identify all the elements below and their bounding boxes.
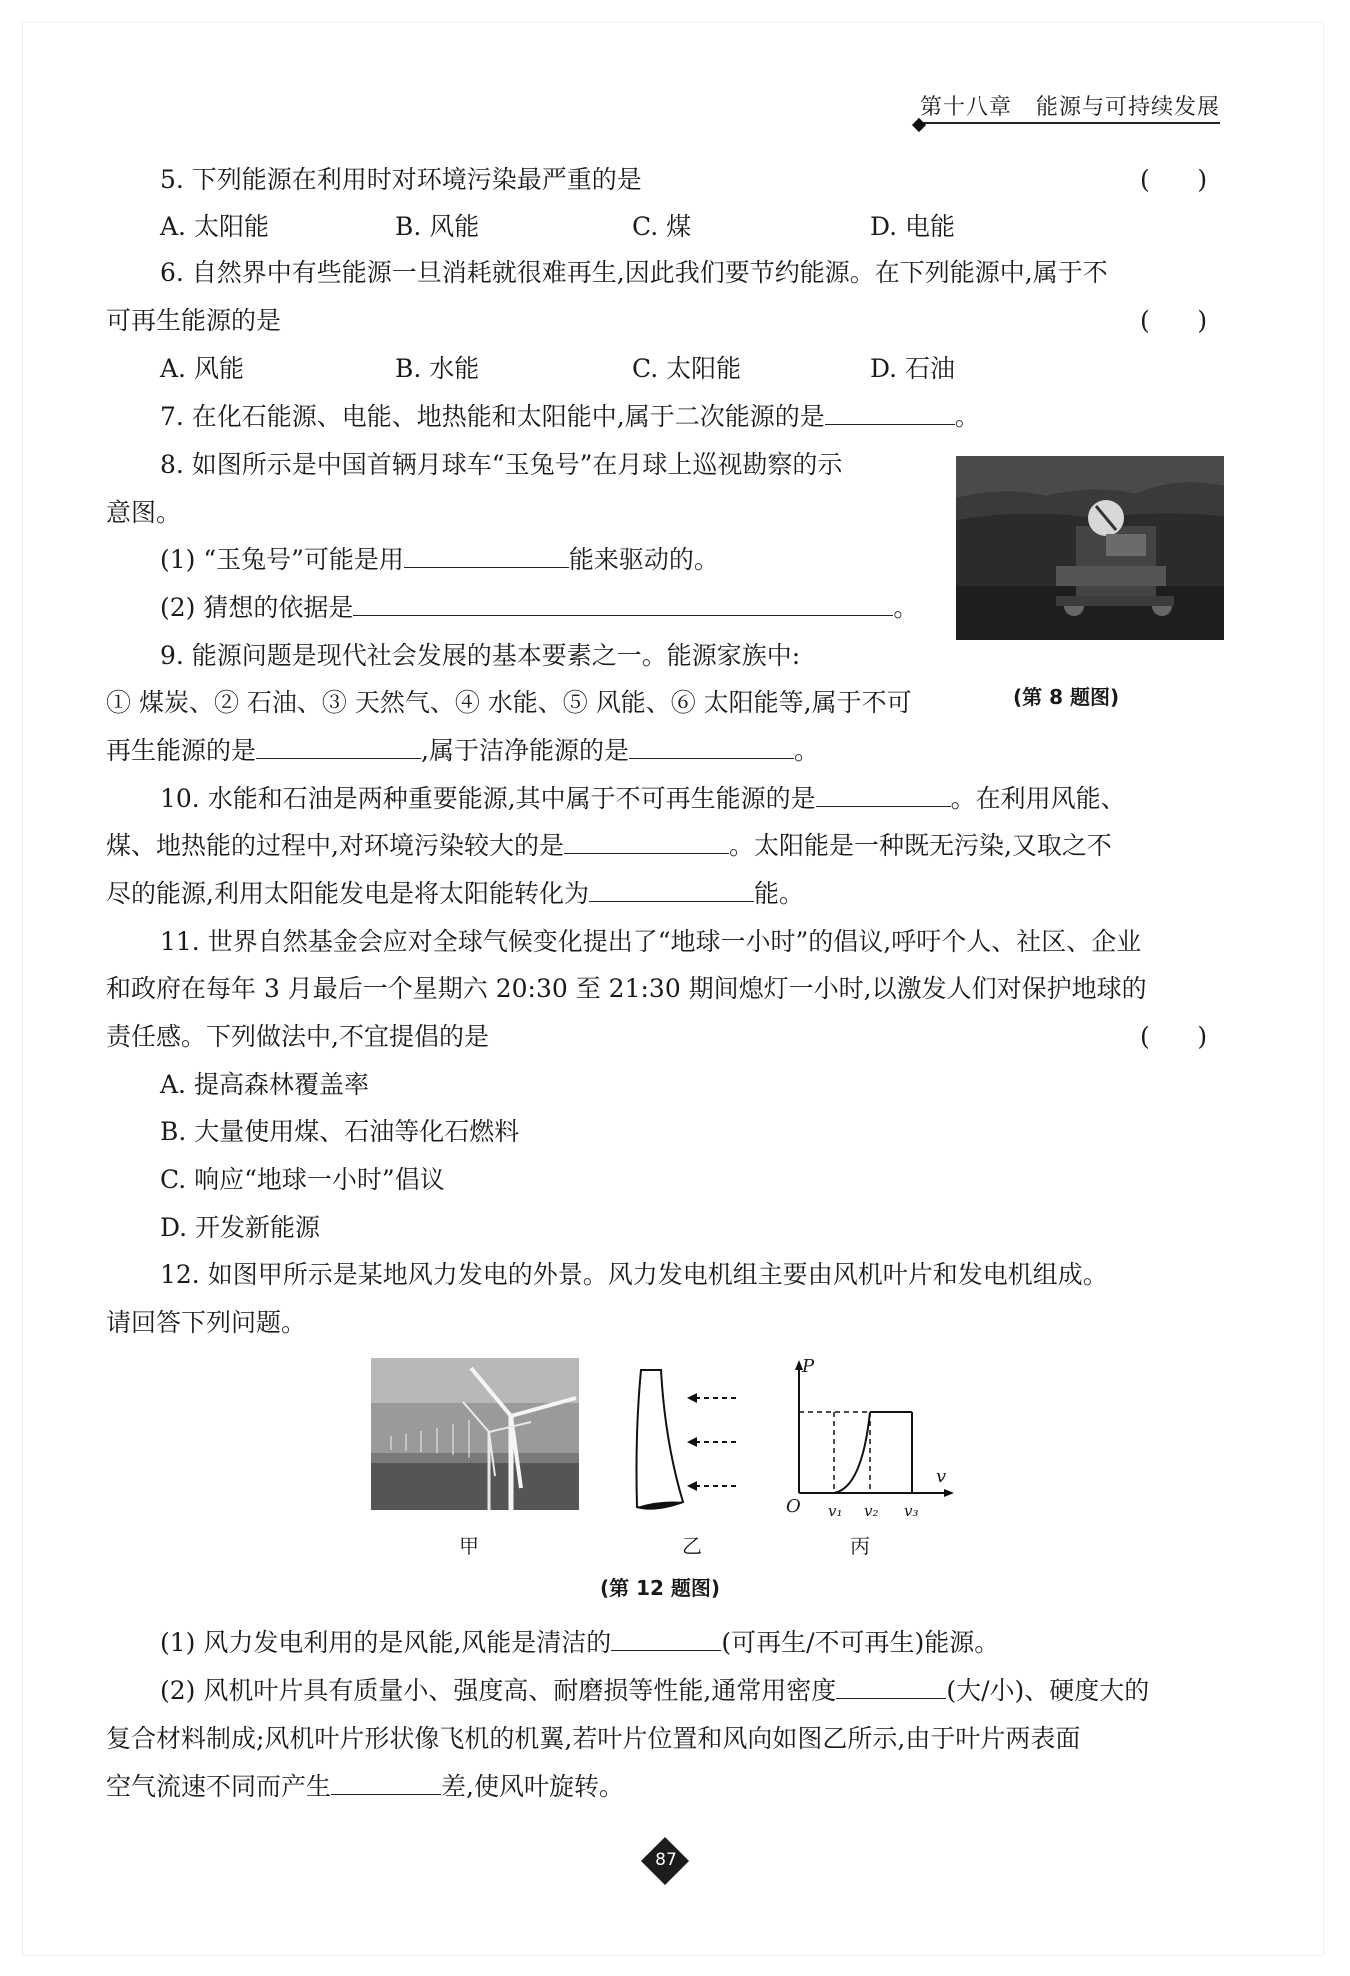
question-8-sub-1: (1) “玉兔号”可能是用 能来驱动的。 <box>160 545 719 574</box>
question-11-option-a[interactable]: A. 提高森林覆盖率 <box>160 1070 369 1099</box>
question-12-line-1: 12. 如图甲所示是某地风力发电的外景。风力发电机组主要由风机叶片和发电机组成。 <box>160 1260 1108 1289</box>
graph-origin-label: O <box>786 1496 801 1517</box>
question-12-blank-1[interactable] <box>611 1626 721 1651</box>
question-8-line-2: 意图。 <box>106 498 182 527</box>
chapter-header <box>918 90 1220 124</box>
question-8-line-1: 8. 如图所示是中国首辆月球车“玉兔号”在月球上巡视勘察的示 <box>160 450 843 479</box>
question-12-sub-2-line-3: 空气流速不同而产生 差,使风叶旋转。 <box>106 1772 624 1801</box>
wind-farm-photo <box>371 1358 579 1510</box>
header-rule <box>918 122 1220 124</box>
page-number-badge <box>646 1842 686 1882</box>
question-11-option-b[interactable]: B. 大量使用煤、石油等化石燃料 <box>160 1117 520 1146</box>
question-10-line-3: 尽的能源,利用太阳能发电是将太阳能转化为 能。 <box>106 879 804 908</box>
chapter-title: 能源与可持续发展 <box>1035 95 1220 120</box>
question-11-line-3: 责任感。下列做法中,不宜提倡的是 <box>106 1022 489 1051</box>
question-12-figure-caption: (第 12 题图) <box>600 1576 721 1600</box>
question-6-option-c[interactable]: C. 太阳能 <box>632 354 742 383</box>
question-11-answer-paren[interactable]: ( ) <box>1140 1022 1208 1051</box>
question-7: 7. 在化石能源、电能、地热能和太阳能中,属于二次能源的是 。 <box>160 402 980 431</box>
figure-label-bing: 丙 <box>850 1534 870 1558</box>
question-10-blank-2[interactable] <box>564 829 729 854</box>
question-8-blank-1[interactable] <box>404 543 569 568</box>
question-11-option-c[interactable]: C. 响应“地球一小时”倡议 <box>160 1165 445 1194</box>
question-6-answer-paren[interactable]: ( ) <box>1140 306 1208 335</box>
question-10-line-2: 煤、地热能的过程中,对环境污染较大的是 。太阳能是一种既无污染,又取之不 <box>106 831 1112 860</box>
question-8-blank-2[interactable] <box>353 591 893 616</box>
question-9-line-1: 9. 能源问题是现代社会发展的基本要素之一。能源家族中: <box>160 641 801 670</box>
question-12-blank-2[interactable] <box>836 1674 946 1699</box>
question-7-stem: 7. 在化石能源、电能、地热能和太阳能中,属于二次能源的是 <box>160 402 825 431</box>
question-12-sub-1: (1) 风力发电利用的是风能,风能是清洁的 (可再生/不可再生)能源。 <box>160 1628 1000 1657</box>
lunar-rover-photo <box>956 456 1224 640</box>
blade-diagram <box>625 1362 760 1512</box>
question-6-line-2: 可再生能源的是 <box>106 306 282 335</box>
question-5-option-c[interactable]: C. 煤 <box>632 212 692 241</box>
graph-tick-v1: v₁ <box>828 1502 843 1520</box>
question-11-line-1: 11. 世界自然基金会应对全球气候变化提出了“地球一小时”的倡议,呼吁个人、社区、企业 <box>160 927 1142 956</box>
question-12-sub-2-line-1: (2) 风机叶片具有质量小、强度高、耐磨损等性能,通常用密度 (大/小)、硬度大的 <box>160 1676 1150 1705</box>
question-9-blank-2[interactable] <box>629 734 794 759</box>
question-5-option-d[interactable]: D. 电能 <box>870 212 956 241</box>
graph-tick-v2: v₂ <box>864 1502 879 1520</box>
question-12-line-2: 请回答下列问题。 <box>106 1308 307 1337</box>
question-10-line-1: 10. 水能和石油是两种重要能源,其中属于不可再生能源的是 。在利用风能、 <box>160 784 1126 813</box>
question-6-option-b[interactable]: B. 水能 <box>395 354 480 383</box>
question-11-option-d[interactable]: D. 开发新能源 <box>160 1213 321 1242</box>
question-6-option-a[interactable]: A. 风能 <box>160 354 244 383</box>
question-5-option-a[interactable]: A. 太阳能 <box>160 212 269 241</box>
question-7-blank[interactable] <box>825 400 955 425</box>
question-9-line-3: 再生能源的是 ,属于洁净能源的是 。 <box>106 736 819 765</box>
question-5-option-b[interactable]: B. 风能 <box>395 212 480 241</box>
figure-label-yi: 乙 <box>682 1534 702 1558</box>
question-5-answer-paren[interactable]: ( ) <box>1140 165 1208 194</box>
page-number: 87 <box>655 1850 677 1870</box>
question-9-line-2: ① 煤炭、② 石油、③ 天然气、④ 水能、⑤ 风能、⑥ 太阳能等,属于不可 <box>106 688 912 717</box>
question-6-option-d[interactable]: D. 石油 <box>870 354 956 383</box>
question-9-blank-1[interactable] <box>256 734 421 759</box>
question-8-sub-2: (2) 猜想的依据是 。 <box>160 593 919 622</box>
question-5-stem: 5. 下列能源在利用时对环境污染最严重的是 <box>160 165 642 194</box>
question-6-line-1: 6. 自然界中有些能源一旦消耗就很难再生,因此我们要节约能源。在下列能源中,属于不 <box>160 258 1108 287</box>
graph-tick-v3: v₃ <box>904 1502 919 1520</box>
question-10-blank-1[interactable] <box>816 782 951 807</box>
graph-x-label: v <box>936 1466 947 1487</box>
figure-label-jia: 甲 <box>459 1534 479 1558</box>
question-12-blank-3[interactable] <box>331 1770 441 1795</box>
question-8-figure-caption: (第 8 题图) <box>1013 685 1120 709</box>
question-12-sub-2-line-2: 复合材料制成;风机叶片形状像飞机的机翼,若叶片位置和风向如图乙所示,由于叶片两表面 <box>106 1724 1081 1753</box>
chapter-number: 第十八章 <box>919 95 1012 120</box>
question-10-blank-3[interactable] <box>589 877 754 902</box>
graph-y-label: P <box>802 1356 815 1377</box>
question-11-line-2: 和政府在每年 3 月最后一个星期六 20:30 至 21:30 期间熄灯一小时,以激发人们对保护地球的 <box>106 974 1147 1003</box>
